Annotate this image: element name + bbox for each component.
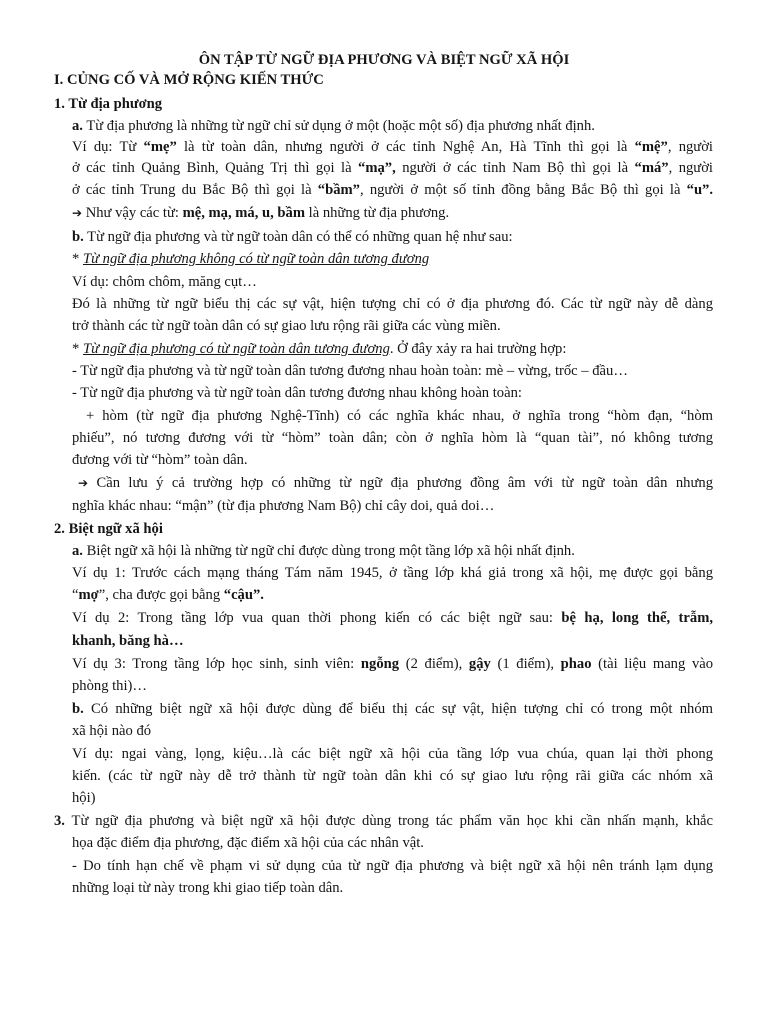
- term: phao: [560, 656, 592, 672]
- example-line: Ví dụ 1: Trước cách mạng tháng Tám năm 1945, ở tầng lớp khá giả trong xã hội, mẹ được gọi bằng: [72, 565, 713, 581]
- paragraph-text: Từ ngữ địa phương và từ ngữ toàn dân có thể có những quan hệ như sau:: [83, 229, 513, 245]
- term: “mẹ”: [143, 139, 177, 155]
- term: “cậu”.: [223, 587, 264, 603]
- arrow-icon: ➔: [72, 206, 83, 220]
- paragraph-3-cont: họa đặc điểm địa phương, đặc điểm xã hội của các nhân vật.: [72, 835, 424, 851]
- term: “mệ”: [634, 139, 668, 155]
- example-line: [72, 608, 713, 628]
- section-heading: I. CỦNG CỐ VÀ MỞ RỘNG KIẾN THỨC: [54, 72, 324, 88]
- item-marker: b.: [72, 229, 84, 245]
- subcase-title: Từ ngữ địa phương có từ ngữ toàn dân tương đương: [82, 341, 390, 357]
- term-list: bệ hạ, long thể, trẫm,: [561, 610, 713, 626]
- text: Như vậy các từ:: [82, 205, 183, 221]
- paragraph-3: [54, 811, 713, 831]
- paragraph-2b: [72, 699, 713, 719]
- subcase-heading: [72, 339, 566, 359]
- note-line: nghĩa khác nhau: “mận” (từ địa phương Nam Bộ) chỉ cây doi, quả doi…: [72, 498, 495, 514]
- item-marker: a.: [72, 118, 83, 134]
- case-line: - Từ ngữ địa phương và từ ngữ toàn dân tương đương nhau hoàn toàn: mè – vừng, trốc – đầu…: [72, 363, 628, 379]
- text: (tài liệu mang vào: [591, 656, 714, 672]
- text: là những từ địa phương.: [305, 205, 450, 221]
- example-line: phòng thi)…: [72, 678, 147, 694]
- example-line: Ví dụ: ngai vàng, lọng, kiệu…là các biệt ngữ xã hội của tầng lớp vua chúa, quan lại thời phong: [72, 746, 713, 762]
- text: “: [72, 587, 79, 603]
- subcase-title: Từ ngữ địa phương không có từ ngữ toàn dân tương đương: [82, 251, 430, 267]
- term: “u”.: [686, 182, 713, 198]
- subcase-heading: [72, 249, 429, 269]
- paragraph-text: Từ địa phương là những từ ngữ chỉ sử dụng ở một (hoặc một số) địa phương nhất định.: [82, 118, 595, 134]
- text: Ví dụ 2: Trong tầng lớp vua quan thời phong kiến có các biệt ngữ sau:: [72, 610, 562, 626]
- text: . Ở đây xảy ra hai trường hợp:: [389, 341, 567, 357]
- example-line: [72, 180, 713, 200]
- case-line: - Từ ngữ địa phương và từ ngữ toàn dân tương đương nhau không hoàn toàn:: [72, 385, 522, 401]
- example-line: hội): [72, 790, 96, 806]
- paragraph-text: Biệt ngữ xã hội là những từ ngữ chỉ được dùng trong một tầng lớp xã hội nhất định.: [82, 543, 575, 559]
- item-marker: a.: [72, 543, 83, 559]
- heading-social-jargon: 2. Biệt ngữ xã hội: [54, 521, 163, 537]
- paragraph-text: Từ ngữ địa phương và biệt ngữ xã hội được dùng trong tác phẩm văn học khi cần nhấn mạnh, khắc: [64, 813, 713, 829]
- explanation-line: trở thành các từ ngữ toàn dân có sự giao lưu rộng rãi giữa các vùng miền.: [72, 318, 501, 334]
- document-title: ÔN TẬP TỪ NGỮ ĐỊA PHƯƠNG VÀ BIỆT NGỮ XÃ HỘI: [198, 52, 570, 68]
- note-line: [78, 473, 713, 493]
- example-line: Ví dụ: chôm chôm, măng cụt…: [72, 274, 257, 290]
- example-line: [72, 654, 713, 674]
- text: Cần lưu ý cả trường hợp có những từ ngữ địa phương đồng âm với từ ngữ toàn dân nhưng: [88, 475, 713, 491]
- paragraph-1b: [72, 227, 513, 247]
- text: Ví dụ 3: Trong tầng lớp học sinh, sinh viên:: [72, 656, 361, 672]
- text: ở các tỉnh Trung du Bắc Bộ thì gọi là: [72, 182, 318, 198]
- example-line: [72, 158, 713, 178]
- arrow-icon: ➔: [78, 476, 89, 490]
- text: ”, cha được gọi bằng: [98, 587, 224, 603]
- heading-dialect-words: 1. Từ địa phương: [54, 96, 163, 112]
- text: , người: [668, 160, 713, 176]
- note-line: những loại từ này trong khi giao tiếp toàn dân.: [72, 880, 344, 896]
- bullet: *: [72, 251, 83, 267]
- term: ngỗng: [360, 656, 400, 672]
- explanation-line: Đó là những từ ngữ biểu thị các sự vật, hiện tượng chỉ có ở địa phương đó. Các từ ngữ này dễ dàng: [72, 296, 713, 312]
- term: gậy: [468, 656, 491, 672]
- term: “má”: [634, 160, 669, 176]
- conclusion-line: [72, 203, 449, 223]
- hom-line: phiếu”, nó tương đương với từ “hòm” toàn dân; còn ở nghĩa hòm là “quan tài”, nó không tương: [72, 430, 713, 446]
- hom-line: đương với từ “hòm” toàn dân.: [72, 452, 248, 468]
- text: Ví dụ: Từ: [72, 139, 144, 155]
- item-marker: 3.: [54, 813, 65, 829]
- paragraph-1a: [72, 116, 595, 136]
- paragraph-2b-cont: xã hội nào đó: [72, 723, 152, 739]
- text: ở các tỉnh Quảng Bình, Quảng Trị thì gọi là: [72, 160, 359, 176]
- example-line: [72, 585, 264, 605]
- paragraph-2a: [72, 541, 575, 561]
- text: (2 điểm),: [399, 656, 469, 672]
- note-line: - Do tính hạn chế về phạm vi sử dụng của từ ngữ địa phương và biệt ngữ xã hội nên tránh lạm dụng: [72, 858, 713, 874]
- example-line: kiến. (các từ ngữ này dễ trở thành từ ngữ toàn dân khi có sự giao lưu rộng rãi giữa các nhóm xã: [72, 768, 713, 784]
- text: người ở các tỉnh Nam Bộ thì gọi là: [395, 160, 635, 176]
- item-marker: b.: [72, 701, 84, 717]
- term: “mạ”,: [358, 160, 396, 176]
- bullet: *: [72, 341, 83, 357]
- example-line: [72, 137, 713, 157]
- term: mợ: [78, 587, 99, 603]
- term: “bầm”: [317, 182, 360, 198]
- term-list: mệ, mạ, má, u, bầm: [182, 205, 305, 221]
- text: , người: [667, 139, 713, 155]
- text: là từ toàn dân, nhưng người ở các tỉnh Nghệ An, Hà Tĩnh thì gọi là: [176, 139, 635, 155]
- text: , người ở một số tỉnh đồng bằng Bắc Bộ thì gọi là: [359, 182, 687, 198]
- paragraph-text: Có những biệt ngữ xã hội được dùng để biểu thị các sự vật, hiện tượng chỉ có trong một nhóm: [83, 701, 713, 717]
- text: (1 điểm),: [490, 656, 561, 672]
- hom-line: + hòm (từ ngữ địa phương Nghệ-Tĩnh) có các nghĩa khác nhau, ở nghĩa trong “hòm đạn, “hòm: [86, 408, 713, 424]
- example-line: khanh, băng hà…: [72, 633, 184, 649]
